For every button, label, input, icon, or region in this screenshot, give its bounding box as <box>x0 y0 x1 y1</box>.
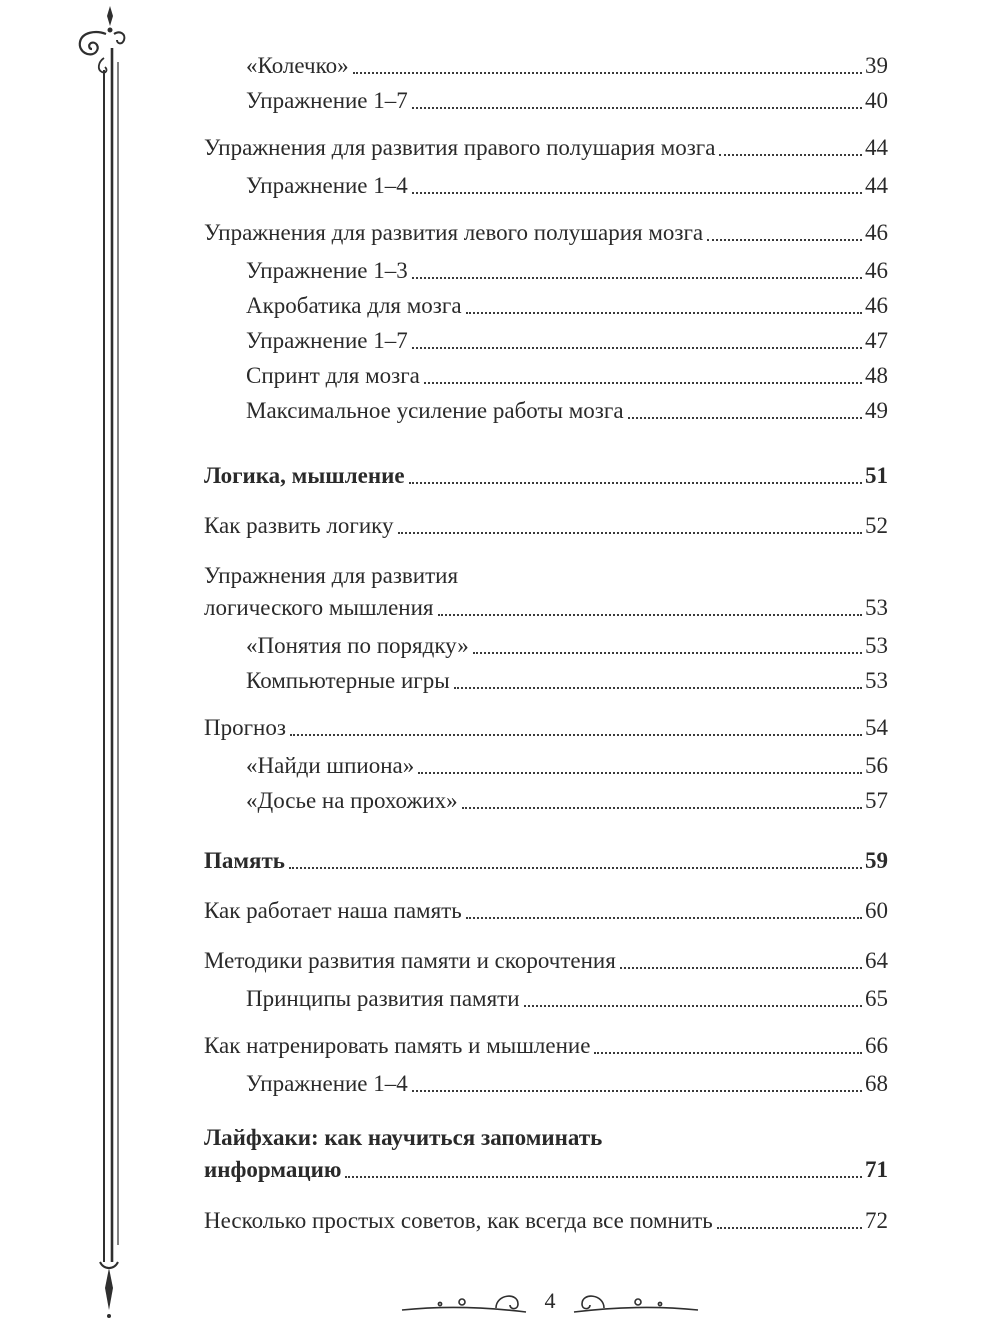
toc-entry-title: «Найди шпиона» <box>246 753 415 778</box>
toc-page-number: 40 <box>865 88 888 113</box>
toc-page-number: 46 <box>865 220 888 245</box>
dot-leader <box>466 312 862 314</box>
toc-entry-title: Прогноз <box>204 715 286 740</box>
toc-page-number: 39 <box>865 53 888 78</box>
dot-leader <box>418 772 862 774</box>
toc-entry[interactable] <box>204 592 888 624</box>
dot-leader <box>466 917 862 919</box>
toc-entry-title: Упражнение 1–7 <box>246 328 408 353</box>
toc-section-entry[interactable] <box>204 845 888 877</box>
toc-entry[interactable] <box>246 983 888 1015</box>
toc-entry[interactable] <box>204 712 888 744</box>
toc-entry[interactable] <box>246 360 888 392</box>
toc-entry-title-line1: Упражнения для развития <box>204 563 459 588</box>
dot-leader <box>412 107 862 109</box>
page-number: 4 <box>544 1288 556 1313</box>
toc-page-number: 47 <box>865 328 888 353</box>
dot-leader <box>473 652 862 654</box>
toc-entry-title: Упражнение 1–4 <box>246 1071 408 1096</box>
dot-leader <box>524 1005 862 1007</box>
toc-entry[interactable] <box>204 217 888 249</box>
toc-entry-title: Как работает наша память <box>204 898 462 923</box>
toc-entry-title: Компьютерные игры <box>246 668 450 693</box>
dot-leader <box>412 192 862 194</box>
toc-entry[interactable] <box>246 50 888 82</box>
toc-page-number: 64 <box>865 948 888 973</box>
page-border-ornament <box>0 0 130 1333</box>
toc-entry[interactable] <box>246 170 888 202</box>
dot-leader <box>424 382 862 384</box>
toc-entry-title: «Колечко» <box>246 53 349 78</box>
toc-page-number: 53 <box>865 633 888 658</box>
toc-entry-title: Как натренировать память и мышление <box>204 1033 591 1058</box>
dot-leader <box>412 347 862 349</box>
toc-entry-title: Несколько простых советов, как всегда все помнить <box>204 1208 713 1233</box>
dot-leader <box>412 277 862 279</box>
toc-page-number: 56 <box>865 753 888 778</box>
toc-entry[interactable] <box>246 785 888 817</box>
toc-page-number: 46 <box>865 258 888 283</box>
toc-page-number: 44 <box>865 135 888 160</box>
dot-leader <box>353 72 862 74</box>
dot-leader <box>345 1176 862 1178</box>
toc-entry-title: логического мышления <box>204 595 434 620</box>
dot-leader <box>398 532 863 534</box>
toc-entry-title: Логика, мышление <box>204 463 405 488</box>
dot-leader <box>620 967 862 969</box>
toc-entry[interactable] <box>204 1030 888 1062</box>
toc-entry[interactable] <box>246 255 888 287</box>
toc-entry[interactable] <box>204 132 888 164</box>
toc-page-number: 44 <box>865 173 888 198</box>
toc-entry-title: Упражнение 1–7 <box>246 88 408 113</box>
toc-entry[interactable] <box>204 510 888 542</box>
toc-entry-title: Акробатика для мозга <box>246 293 462 318</box>
toc-entry-title: «Досье на прохожих» <box>246 788 458 813</box>
toc-page-number: 53 <box>865 668 888 693</box>
toc-entry[interactable] <box>246 750 888 782</box>
toc-page-number: 59 <box>865 848 888 873</box>
toc-section-entry[interactable] <box>204 1154 888 1186</box>
toc-page-number: 53 <box>865 595 888 620</box>
toc-entry-title: Упражнение 1–3 <box>246 258 408 283</box>
toc-page-number: 46 <box>865 293 888 318</box>
toc-page-number: 68 <box>865 1071 888 1096</box>
toc-page-number: 51 <box>865 463 888 488</box>
toc-page-number: 72 <box>865 1208 888 1233</box>
toc-entry-title: Упражнения для развития правого полушария мозга <box>204 135 716 160</box>
toc-page-number: 54 <box>865 715 888 740</box>
toc-page-number: 49 <box>865 398 888 423</box>
toc-section-entry[interactable] <box>204 460 888 492</box>
toc-page-number: 60 <box>865 898 888 923</box>
table-of-contents <box>204 0 888 1290</box>
dot-leader <box>462 807 862 809</box>
dot-leader <box>594 1052 862 1054</box>
toc-entry[interactable] <box>204 895 888 927</box>
dot-leader <box>717 1227 862 1229</box>
toc-page-number: 65 <box>865 986 888 1011</box>
toc-page-number: 66 <box>865 1033 888 1058</box>
toc-entry-title-line1: Лайфхаки: как научиться запоминать <box>204 1125 603 1150</box>
toc-entry-title: Упражнения для развития левого полушария мозга <box>204 220 704 245</box>
footer-ornament-left-icon <box>400 1282 530 1322</box>
page-footer <box>400 1282 700 1322</box>
footer-ornament-right-icon <box>570 1282 700 1322</box>
dot-leader <box>409 482 862 484</box>
toc-page-number: 71 <box>865 1157 888 1182</box>
toc-entry-title: Как развить логику <box>204 513 394 538</box>
dot-leader <box>289 867 862 869</box>
toc-entry-title: Упражнение 1–4 <box>246 173 408 198</box>
toc-page-number: 48 <box>865 363 888 388</box>
toc-entry-title: Память <box>204 848 285 873</box>
toc-entry-title: Максимальное усиление работы мозга <box>246 398 624 423</box>
toc-entry-title: информацию <box>204 1157 342 1182</box>
toc-entry-title: Методики развития памяти и скорочтения <box>204 948 616 973</box>
toc-entry[interactable] <box>246 665 888 697</box>
dot-leader <box>438 614 863 616</box>
dot-leader <box>628 417 862 419</box>
dot-leader <box>290 734 862 736</box>
toc-entry[interactable] <box>204 1205 888 1237</box>
toc-entry[interactable] <box>246 325 888 357</box>
toc-entry-title: Принципы развития памяти <box>246 986 520 1011</box>
toc-entry-title: Спринт для мозга <box>246 363 420 388</box>
toc-entry[interactable] <box>246 290 888 322</box>
dot-leader <box>707 239 862 241</box>
toc-entry[interactable] <box>246 1068 888 1100</box>
toc-entry[interactable] <box>246 630 888 662</box>
dot-leader <box>454 687 862 689</box>
toc-entry[interactable] <box>246 395 888 427</box>
toc-page-number: 57 <box>865 788 888 813</box>
toc-entry[interactable] <box>246 85 888 117</box>
toc-entry-title: «Понятия по порядку» <box>246 633 469 658</box>
dot-leader <box>412 1090 862 1092</box>
toc-entry[interactable] <box>204 945 888 977</box>
toc-page-number: 52 <box>865 513 888 538</box>
dot-leader <box>719 154 862 156</box>
